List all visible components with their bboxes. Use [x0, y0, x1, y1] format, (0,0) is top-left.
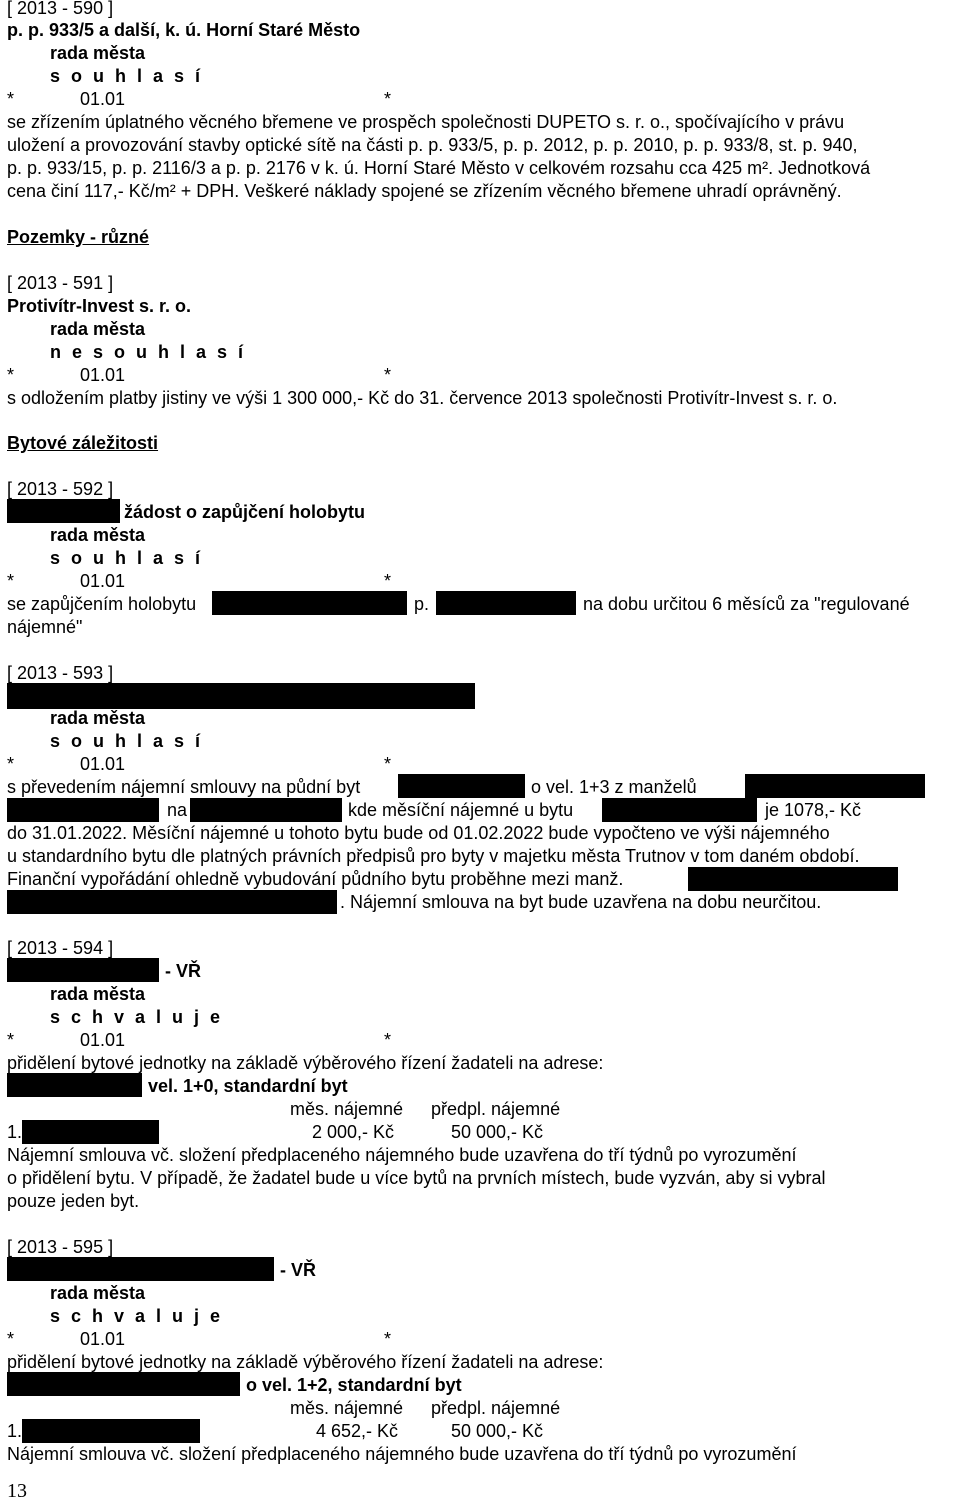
redaction-block: [745, 774, 925, 798]
redaction-block: [22, 1419, 200, 1443]
council-label: rada města: [50, 43, 146, 63]
resolution-text: s odložením platby jistiny ve výši 1 300 000,- Kč do 31. července 2013 společnosti Protivítr-Invest s. r. o.: [7, 388, 838, 408]
resolution-text: uložení a provozování stavby optické sítě na části p. p. 933/5, p. p. 2012, p. p. 2010, p. p. 933/8, st. p. 940,: [7, 135, 858, 155]
redaction-block: [7, 1372, 240, 1396]
vote-star: *: [7, 1030, 15, 1050]
redaction-block: [7, 683, 475, 709]
resolution-text: kde měsíční nájemné u bytu: [348, 800, 574, 820]
redaction-block: [436, 591, 576, 615]
resolution-text: p. p. 933/15, p. p. 2116/3 a p. p. 2176 v k. ú. Horní Staré Město v celkovém rozsahu cca 425 m². Jednotková: [7, 158, 871, 178]
resolution-title: p. p. 933/5 a další, k. ú. Horní Staré Město: [7, 20, 361, 40]
council-label: rada města: [50, 525, 146, 545]
decision-label: s c h v a l u j e: [50, 1007, 224, 1027]
redaction-block: [7, 1073, 142, 1097]
column-header-rent: měs. nájemné: [290, 1099, 404, 1119]
resolution-text: přidělení bytové jednotky na základě výběrového řízení žadateli na adrese:: [7, 1352, 604, 1372]
resolution-text: . Nájemní smlouva na byt bude uzavřena na dobu neurčitou.: [340, 892, 822, 912]
redaction-block: [22, 1120, 159, 1144]
resolution-text: je 1078,- Kč: [765, 800, 862, 820]
decision-label: s o u h l a s í: [50, 548, 204, 568]
resolution-title: žádost o zapůjčení holobytu: [124, 502, 366, 522]
vote-star: *: [7, 571, 15, 591]
redaction-block: [688, 867, 898, 891]
column-header-rent: měs. nájemné: [290, 1398, 404, 1418]
council-label: rada města: [50, 984, 146, 1004]
redaction-block: [190, 798, 342, 822]
resolution-id: [ 2013 - 593 ]: [7, 663, 114, 683]
decision-label: s o u h l a s í: [50, 731, 204, 751]
resolution-text: na: [167, 800, 188, 820]
redaction-block: [7, 1257, 274, 1281]
redaction-block: [602, 798, 757, 822]
redaction-block: [7, 499, 120, 523]
resolution-text: o vel. 1+3 z manželů: [531, 777, 697, 797]
resolution-text: Nájemní smlouva vč. složení předplaceného nájemného bude uzavřena do tří týdnů po vyrozumění: [7, 1145, 797, 1165]
redaction-block: [212, 591, 407, 615]
redaction-block: [7, 798, 159, 822]
row-number: 1.: [7, 1421, 23, 1441]
resolution-title: - VŘ: [280, 1260, 316, 1280]
resolution-id: [ 2013 - 591 ]: [7, 273, 114, 293]
vote-star: *: [384, 571, 392, 591]
page-number: 13: [7, 1480, 27, 1502]
vote-star: *: [384, 754, 392, 774]
decision-label: n e s o u h l a s í: [50, 342, 247, 362]
resolution-id: [ 2013 - 592 ]: [7, 479, 114, 499]
resolution-text: o přidělení bytu. V případě, že žadatel bude u více bytů na prvních místech, bude vyzván, aby si vybral: [7, 1168, 826, 1188]
resolution-text: na dobu určitou 6 měsíců za "regulované: [583, 594, 910, 614]
vote-star: *: [384, 1329, 392, 1349]
vote-value: 01.01: [80, 1329, 126, 1349]
vote-value: 01.01: [80, 365, 126, 385]
vote-star: *: [384, 1030, 392, 1050]
decision-label: s c h v a l u j e: [50, 1306, 224, 1326]
resolution-id: [ 2013 - 594 ]: [7, 938, 114, 958]
vote-star: *: [384, 365, 392, 385]
council-label: rada města: [50, 708, 146, 728]
resolution-text: s převedením nájemní smlouvy na půdní byt: [7, 777, 361, 797]
resolution-text: Nájemní smlouva vč. složení předplaceného nájemného bude uzavřena do tří týdnů po vyrozumění: [7, 1444, 797, 1464]
vote-star: *: [7, 754, 15, 774]
redaction-block: [7, 958, 159, 982]
vote-value: 01.01: [80, 89, 126, 109]
resolution-text: cena činí 117,- Kč/m² + DPH. Veškeré náklady spojené se zřízením věcného břemene uhradí oprávněný.: [7, 181, 842, 201]
decision-label: s o u h l a s í: [50, 66, 204, 86]
vote-star: *: [7, 365, 15, 385]
vote-value: 01.01: [80, 571, 126, 591]
resolution-text: p.: [414, 594, 430, 614]
prepaid-value: 50 000,- Kč: [451, 1421, 544, 1441]
resolution-text: se zřízením úplatného věcného břemene ve prospěch společnosti DUPETO s. r. o., spočívajícího v právu: [7, 112, 845, 132]
resolution-text: se zapůjčením holobytu: [7, 594, 197, 614]
resolution-text: pouze jeden byt.: [7, 1191, 140, 1211]
resolution-text: do 31.01.2022. Měsíční nájemné u tohoto bytu bude od 01.02.2022 bude vypočteno ve výši nájemného: [7, 823, 830, 843]
council-label: rada města: [50, 1283, 146, 1303]
resolution-id: [ 2013 - 590 ]: [7, 0, 114, 18]
resolution-text: nájemné": [7, 617, 83, 637]
column-header-prepaid: předpl. nájemné: [431, 1099, 561, 1119]
resolution-id: [ 2013 - 595 ]: [7, 1237, 114, 1257]
vote-star: *: [7, 89, 15, 109]
vote-value: 01.01: [80, 1030, 126, 1050]
vote-value: 01.01: [80, 754, 126, 774]
resolution-text: u standardního bytu dle platných právních předpisů pro byty v majetku města Trutnov v tom daném období.: [7, 846, 860, 866]
prepaid-value: 50 000,- Kč: [451, 1122, 544, 1142]
resolution-text: Finanční vypořádání ohledně vybudování půdního bytu proběhne mezi manž.: [7, 869, 624, 889]
resolution-text: přidělení bytové jednotky na základě výběrového řízení žadateli na adrese:: [7, 1053, 604, 1073]
redaction-block: [7, 890, 337, 914]
row-number: 1.: [7, 1122, 23, 1142]
resolution-title: - VŘ: [165, 961, 201, 981]
resolution-title: Protivítr-Invest s. r. o.: [7, 296, 192, 316]
rent-value: 4 652,- Kč: [316, 1421, 399, 1441]
column-header-prepaid: předpl. nájemné: [431, 1398, 561, 1418]
rent-value: 2 000,- Kč: [312, 1122, 395, 1142]
unit-description: o vel. 1+2, standardní byt: [246, 1375, 462, 1395]
council-label: rada města: [50, 319, 146, 339]
vote-star: *: [384, 89, 392, 109]
vote-star: *: [7, 1329, 15, 1349]
section-heading: Bytové záležitosti: [7, 433, 159, 453]
section-heading: Pozemky - různé: [7, 227, 150, 247]
redaction-block: [398, 774, 525, 798]
unit-description: vel. 1+0, standardní byt: [148, 1076, 348, 1096]
